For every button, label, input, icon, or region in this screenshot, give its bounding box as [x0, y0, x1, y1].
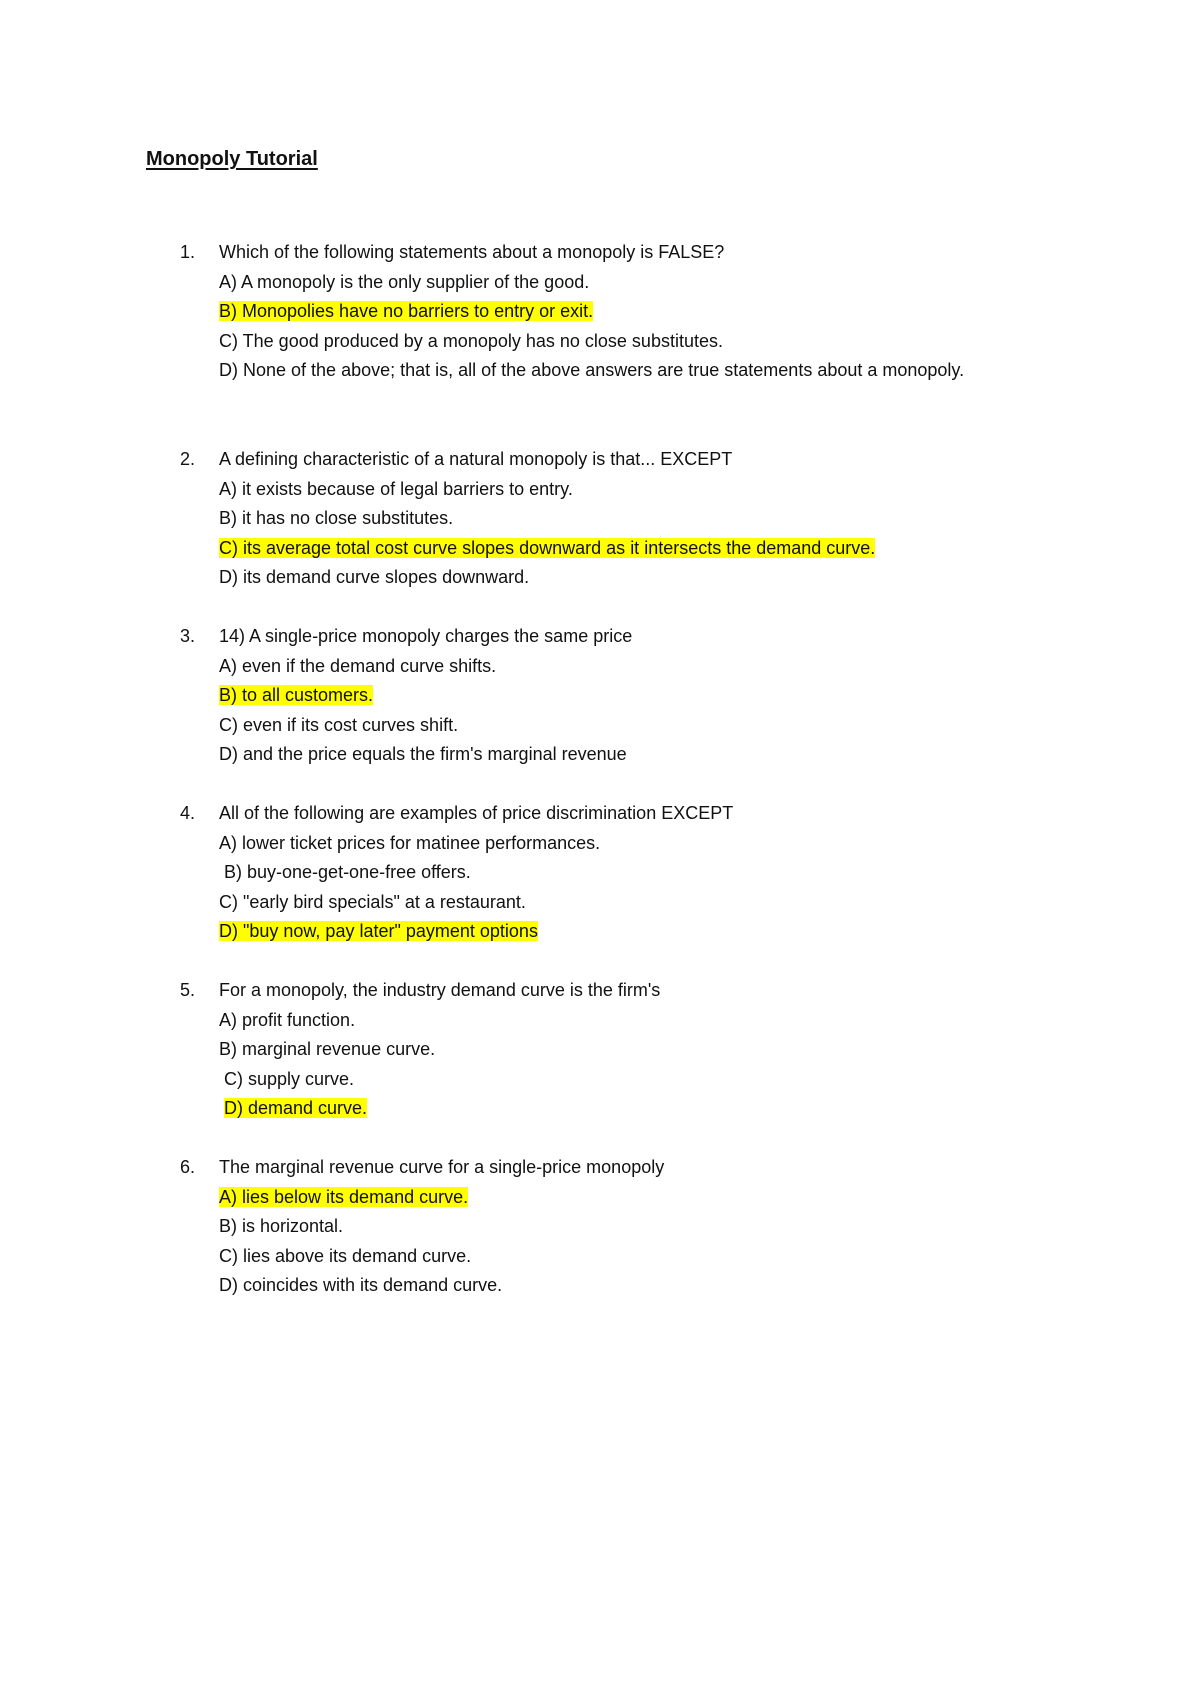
question-body	[219, 238, 979, 386]
question-number: 2.	[180, 449, 196, 469]
question-stem: A defining characteristic of a natural monopoly is that... EXCEPT	[219, 449, 733, 469]
option-c	[219, 711, 979, 741]
question-body	[219, 1153, 979, 1301]
option-d	[219, 1271, 979, 1301]
question-body	[219, 445, 979, 593]
option-a	[219, 268, 979, 298]
question-number: 1.	[180, 242, 196, 262]
option-a	[219, 829, 979, 859]
question-stem: Which of the following statements about a monopoly is FALSE?	[219, 242, 725, 262]
option-text: D) its demand curve slopes downward.	[219, 567, 530, 587]
option-c	[219, 888, 979, 918]
question-body	[219, 799, 979, 947]
question-body	[219, 976, 979, 1124]
option-text: C) even if its cost curves shift.	[219, 714, 459, 735]
option-text: B) marginal revenue curve.	[219, 1039, 436, 1059]
option-a	[219, 1006, 979, 1036]
option-a	[219, 652, 979, 682]
document-title: Monopoly Tutorial	[146, 148, 318, 170]
option-d	[219, 1094, 979, 1124]
option-text: A) A monopoly is the only supplier of the good.	[219, 271, 590, 292]
option-text: B) it has no close substitutes.	[219, 508, 454, 528]
option-b	[219, 858, 979, 888]
highlighted-answer: A) lies below its demand curve.	[219, 1186, 469, 1207]
option-a	[219, 475, 979, 505]
question-stem: All of the following are examples of price discrimination EXCEPT	[219, 803, 734, 823]
option-text: A) lower ticket prices for matinee performances.	[219, 832, 601, 853]
option-d	[219, 563, 979, 593]
option-b	[219, 681, 979, 711]
option-text: C) "early bird specials" at a restaurant.	[219, 891, 526, 912]
question-stem: The marginal revenue curve for a single-price monopoly	[219, 1157, 665, 1177]
option-text: B) buy-one-get-one-free offers.	[224, 862, 471, 882]
highlighted-answer: D) "buy now, pay later" payment options	[219, 921, 538, 941]
option-text: A) it exists because of legal barriers to entry.	[219, 478, 573, 499]
highlighted-answer: B) Monopolies have no barriers to entry or exit.	[219, 301, 594, 321]
option-a	[219, 1183, 979, 1213]
question-number: 4.	[180, 803, 196, 823]
question-number: 3.	[180, 626, 196, 646]
highlighted-answer: C) its average total cost curve slopes downward as it intersects the demand curve.	[219, 537, 876, 558]
option-b	[219, 1212, 979, 1242]
option-b	[219, 297, 979, 327]
option-text: C) supply curve.	[224, 1068, 355, 1089]
option-d	[219, 917, 979, 947]
option-d	[219, 356, 979, 386]
option-c	[219, 1065, 979, 1095]
option-d	[219, 740, 979, 770]
question-stem: For a monopoly, the industry demand curve is the firm's	[219, 980, 661, 1000]
option-b	[219, 504, 979, 534]
option-text: C) The good produced by a monopoly has no close substitutes.	[219, 330, 723, 351]
question-number: 5.	[180, 980, 196, 1000]
option-text: D) and the price equals the firm's marginal revenue	[219, 744, 627, 764]
option-c	[219, 534, 979, 564]
option-text: D) None of the above; that is, all of the above answers are true statements about a monopoly.	[219, 360, 965, 380]
highlighted-answer: D) demand curve.	[224, 1098, 368, 1118]
option-c	[219, 1242, 979, 1272]
option-b	[219, 1035, 979, 1065]
question-body	[219, 622, 979, 770]
question-stem: 14) A single-price monopoly charges the same price	[219, 626, 633, 646]
option-text: A) profit function.	[219, 1009, 356, 1030]
option-c	[219, 327, 979, 357]
option-text: C) lies above its demand curve.	[219, 1245, 472, 1266]
option-text: A) even if the demand curve shifts.	[219, 655, 497, 676]
option-text: D) coincides with its demand curve.	[219, 1275, 503, 1295]
option-text: B) is horizontal.	[219, 1216, 344, 1236]
highlighted-answer: B) to all customers.	[219, 685, 374, 705]
question-number: 6.	[180, 1157, 196, 1177]
